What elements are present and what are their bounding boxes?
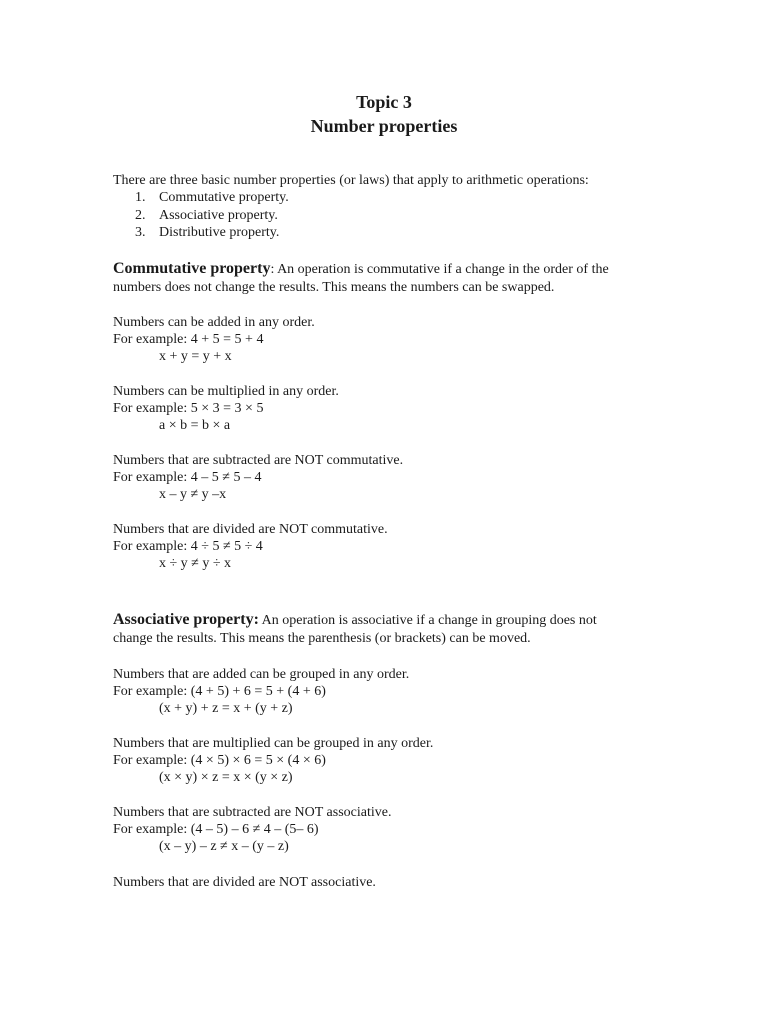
- rule-text: Numbers can be multiplied in any order.: [113, 384, 339, 399]
- example-text: For example: (4 × 5) × 6 = 5 × (4 × 6): [113, 753, 326, 768]
- rule-text: Numbers that are added can be grouped in any order.: [113, 667, 410, 682]
- example-text: For example: 5 × 3 = 3 × 5: [113, 401, 264, 416]
- associative-def-line2: change the results. This means the parenthesis (or brackets) can be moved.: [113, 631, 531, 646]
- general-formula: (x + y) + z = x + (y + z): [159, 701, 293, 716]
- commutative-def-line2: numbers does not change the results. This means the numbers can be swapped.: [113, 280, 555, 295]
- example-text: For example: 4 – 5 ≠ 5 – 4: [113, 470, 262, 485]
- list-number: 1.: [135, 190, 146, 205]
- general-formula: x ÷ y ≠ y ÷ x: [159, 556, 232, 571]
- rule-text: Numbers that are divided are NOT commutative.: [113, 522, 388, 537]
- example-text: For example: 4 ÷ 5 ≠ 5 ÷ 4: [113, 539, 263, 554]
- example-text: For example: (4 – 5) – 6 ≠ 4 – (5– 6): [113, 822, 319, 837]
- list-number: 2.: [135, 208, 146, 223]
- rule-text: Numbers that are divided are NOT associative.: [113, 875, 376, 890]
- associative-heading: Associative property:: [113, 611, 259, 628]
- rule-text: Numbers that are subtracted are NOT commutative.: [113, 453, 404, 468]
- general-formula: a × b = b × a: [159, 418, 231, 433]
- example-text: For example: (4 + 5) + 6 = 5 + (4 + 6): [113, 684, 326, 699]
- commutative-def-line1: : An operation is commutative if a change in the order of the: [270, 262, 609, 277]
- list-item: [135, 224, 279, 241]
- example-text: For example: 4 + 5 = 5 + 4: [113, 332, 264, 347]
- rule-text: Numbers can be added in any order.: [113, 315, 315, 330]
- topic-label: Topic 3: [356, 92, 412, 112]
- general-formula: x – y ≠ y –x: [159, 487, 227, 502]
- general-formula: (x – y) – z ≠ x – (y – z): [159, 839, 289, 854]
- associative-def-line1: An operation is associative if a change in grouping does not: [258, 613, 597, 628]
- list-number: 3.: [135, 225, 146, 240]
- rule-text: Numbers that are subtracted are NOT associative.: [113, 805, 392, 820]
- general-formula: (x × y) × z = x × (y × z): [159, 770, 293, 785]
- commutative-definition: [113, 260, 609, 278]
- list-item: [135, 189, 289, 206]
- commutative-heading: Commutative property: [113, 260, 271, 277]
- intro-text: There are three basic number properties (or laws) that apply to arithmetic operations:: [113, 173, 589, 188]
- list-text: Commutative property.: [159, 190, 289, 205]
- associative-definition: [113, 611, 597, 629]
- list-item: [135, 207, 278, 224]
- list-text: Associative property.: [159, 208, 278, 223]
- general-formula: x + y = y + x: [159, 349, 232, 364]
- page-title: Number properties: [310, 116, 458, 136]
- rule-text: Numbers that are multiplied can be grouped in any order.: [113, 736, 434, 751]
- list-text: Distributive property.: [159, 225, 280, 240]
